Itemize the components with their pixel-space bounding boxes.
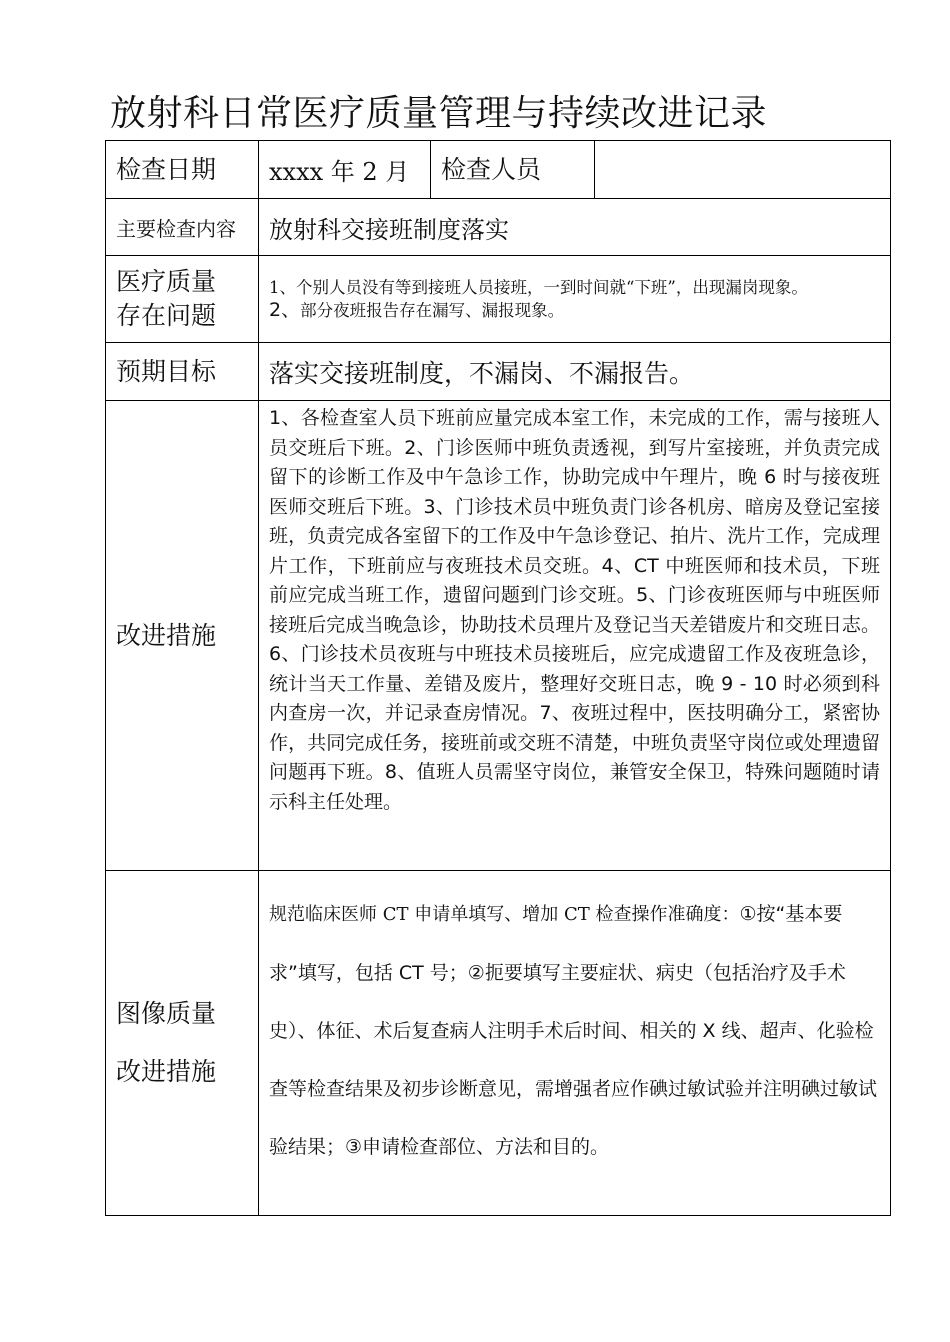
issues-value bbox=[259, 256, 891, 343]
issue-item-1: 1、个别人员没有等到接班人员接班，一到时间就“下班”，出现漏岗现象。 bbox=[269, 277, 808, 297]
inspection-date-value: xxxx 年 2 月 bbox=[259, 141, 431, 199]
row-inspection bbox=[106, 141, 891, 199]
image-quality-label-line2: 改进措施 bbox=[116, 1057, 217, 1086]
inspector-value bbox=[595, 141, 891, 199]
image-quality-intro: 规范临床医师 CT 申请单填写、增加 CT 检查操作准确度： bbox=[269, 904, 740, 925]
issues-label bbox=[106, 256, 259, 343]
row-issues bbox=[106, 256, 891, 343]
inspector-label: 检查人员 bbox=[431, 141, 595, 199]
image-quality-value bbox=[259, 871, 891, 1216]
measures-text: 1、各检查室人员下班前应量完成本室工作，未完成的工作，需与接班人员交班后下班。2、门诊医师中班负责透视，到写片室接班，并负责完成留下的诊断工作及中午急诊工作，协助完成中午理片，晚 6 时与接夜班医师交班后下班。3、门诊技术员中班负责门诊各机房、暗房及登记室接班，负责完成各室留下的工作及中午急诊登记、拍片、洗片工作，完成理片工作，下班前应与夜班技术员交班。4、CT 中班医师和技术员，下班前应完成当班工作，遗留问题到门诊交班。5、门诊夜班医师与中班医师接班后完成当晚急诊，协助技术员理片及登记当天差错废片和交班日志。6、门诊技术员夜班与中班技术员接班后，应完成遗留工作及夜班急诊，统计当天工作量、差错及废片，整理好交班日志，晚 9 - 10 时必须到科内查房一次，并记录查房情况。7、夜班过程中，医技明确分工，紧密协作，共同完成任务，接班前或交班不清楚，中班负责坚守岗位或处理遗留问题再下班。8、值班人员需坚守岗位，兼管安全保卫，特殊问题随时请示科主任处理。 bbox=[259, 401, 891, 871]
record-table bbox=[105, 140, 891, 1216]
issue-item-2-number: 2、 bbox=[269, 298, 301, 321]
row-goal bbox=[106, 343, 891, 401]
issue-item-2-text: 部分夜班报告存在漏写、漏报现象。 bbox=[300, 300, 565, 320]
main-content-label: 主要检查内容 bbox=[106, 199, 259, 256]
row-image-quality bbox=[106, 871, 891, 1216]
goal-value: 落实交接班制度，不漏岗、不漏报告。 bbox=[259, 343, 891, 401]
row-main-content bbox=[106, 199, 891, 256]
inspection-date-label: 检查日期 bbox=[106, 141, 259, 199]
image-quality-label-line1: 图像质量 bbox=[116, 999, 217, 1028]
document-title: 放射科日常医疗质量管理与持续改进记录 bbox=[110, 93, 768, 134]
issue-item-2 bbox=[269, 299, 880, 322]
measures-label: 改进措施 bbox=[106, 401, 259, 871]
row-measures bbox=[106, 401, 891, 871]
image-quality-text: ①按“基本要求”填写，包括 CT 号；②扼要填写主要症状、病史（包括治疗及手术史）、体征、术后复查病人注明手术后时间、相关的 X 线、超声、化验检查等检查结果及初步诊断意见，需增强者应作碘过敏试验并注明碘过敏试验结果；③申请检查部位、方法和目的。 bbox=[269, 903, 878, 1158]
goal-label: 预期目标 bbox=[106, 343, 259, 401]
image-quality-label bbox=[106, 871, 259, 1216]
issues-label-line1: 医疗质量 bbox=[116, 267, 217, 296]
main-content-value: 放射科交接班制度落实 bbox=[259, 199, 891, 256]
issues-label-line2: 存在问题 bbox=[116, 301, 217, 330]
